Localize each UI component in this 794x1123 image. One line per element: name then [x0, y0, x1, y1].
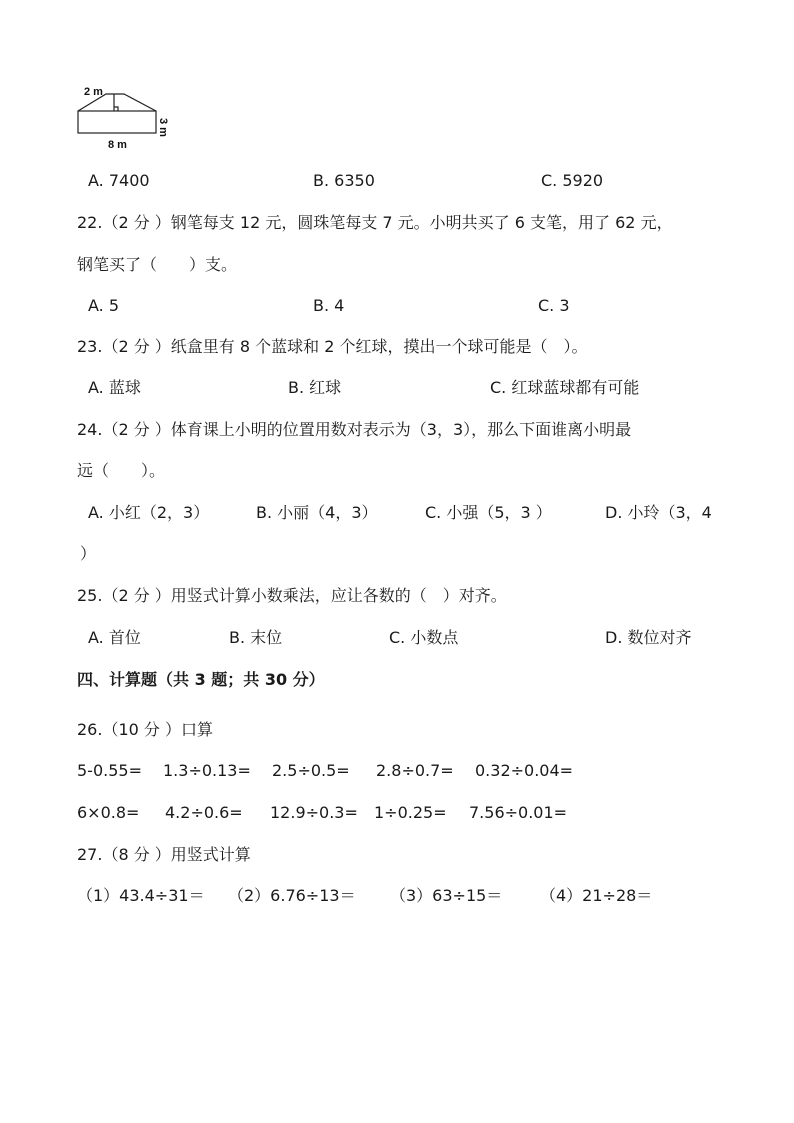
- q25-option-a: A. 首位: [88, 628, 141, 647]
- q23-option-a: A. 蓝球: [88, 378, 141, 397]
- section-title: 四、计算题（共 3 题；共 30 分）: [77, 670, 325, 689]
- q22-text-line1: 22.（2 分 ）钢笔每支 12 元，圆珠笔每支 7 元。小明共买了 6 支笔，用了 62 元，: [77, 213, 673, 232]
- q25-option-b: B. 末位: [229, 628, 283, 647]
- figure-side-label: 3 m: [157, 118, 169, 137]
- q24-option-d: D. 小玲（3，4: [605, 503, 712, 522]
- q26-row2-item1: 6×0.8=: [77, 803, 140, 822]
- q21-option-b: B. 6350: [313, 171, 375, 190]
- q21-option-a: A. 7400: [88, 171, 150, 190]
- q27-item3: （3）63÷15＝: [390, 886, 503, 905]
- q24-option-c: C. 小强（5，3 ）: [425, 503, 552, 522]
- q27-item1: （1）43.4÷31＝: [77, 886, 205, 905]
- q27-text-line1: 27.（8 分 ）用竖式计算: [77, 845, 251, 864]
- q26-row2-item2: 4.2÷0.6=: [165, 803, 243, 822]
- q25-text-line1: 25.（2 分 ）用竖式计算小数乘法，应让各数的（ ）对齐。: [77, 586, 507, 605]
- q22-option-a: A. 5: [88, 296, 120, 315]
- q27-item2: （2）6.76÷13＝: [228, 886, 356, 905]
- q26-row2-item3: 12.9÷0.3=: [270, 803, 358, 822]
- q23-option-c: C. 红球蓝球都有可能: [490, 378, 640, 397]
- q21-option-c: C. 5920: [541, 171, 604, 190]
- q26-row1-item4: 2.8÷0.7=: [376, 761, 454, 780]
- q24-option-a: A. 小红（2，3）: [88, 503, 210, 522]
- q26-row1-item5: 0.32÷0.04=: [475, 761, 574, 780]
- q26-text-line1: 26.（10 分 ）口算: [77, 720, 213, 739]
- q24-option-d-wrap: ）: [80, 544, 97, 563]
- composite-shape-figure: [70, 80, 190, 152]
- q25-option-d: D. 数位对齐: [605, 628, 692, 647]
- q23-text-line1: 23.（2 分 ）纸盒里有 8 个蓝球和 2 个红球，摸出一个球可能是（ ）。: [77, 337, 588, 356]
- q22-option-c: C. 3: [538, 296, 570, 315]
- q24-option-b: B. 小丽（4，3）: [256, 503, 378, 522]
- q26-row1-item3: 2.5÷0.5=: [272, 761, 350, 780]
- q24-text-line2: 远（ ）。: [77, 461, 166, 480]
- q22-option-b: B. 4: [313, 296, 345, 315]
- q26-row1-item2: 1.3÷0.13=: [163, 761, 251, 780]
- figure-bottom-label: 8 m: [108, 139, 127, 151]
- q23-option-b: B. 红球: [288, 378, 342, 397]
- q24-text-line1: 24.（2 分 ）体育课上小明的位置用数对表示为（3，3），那么下面谁离小明最: [77, 420, 632, 439]
- figure-top-label: 2 m: [84, 86, 103, 98]
- q22-text-line2: 钢笔买了（ ）支。: [77, 255, 238, 274]
- q26-row2-item5: 7.56÷0.01=: [469, 803, 568, 822]
- q25-option-c: C. 小数点: [389, 628, 459, 647]
- q26-row1-item1: 5-0.55=: [77, 761, 142, 780]
- q26-row2-item4: 1÷0.25=: [374, 803, 447, 822]
- q27-item4: （4）21÷28＝: [540, 886, 653, 905]
